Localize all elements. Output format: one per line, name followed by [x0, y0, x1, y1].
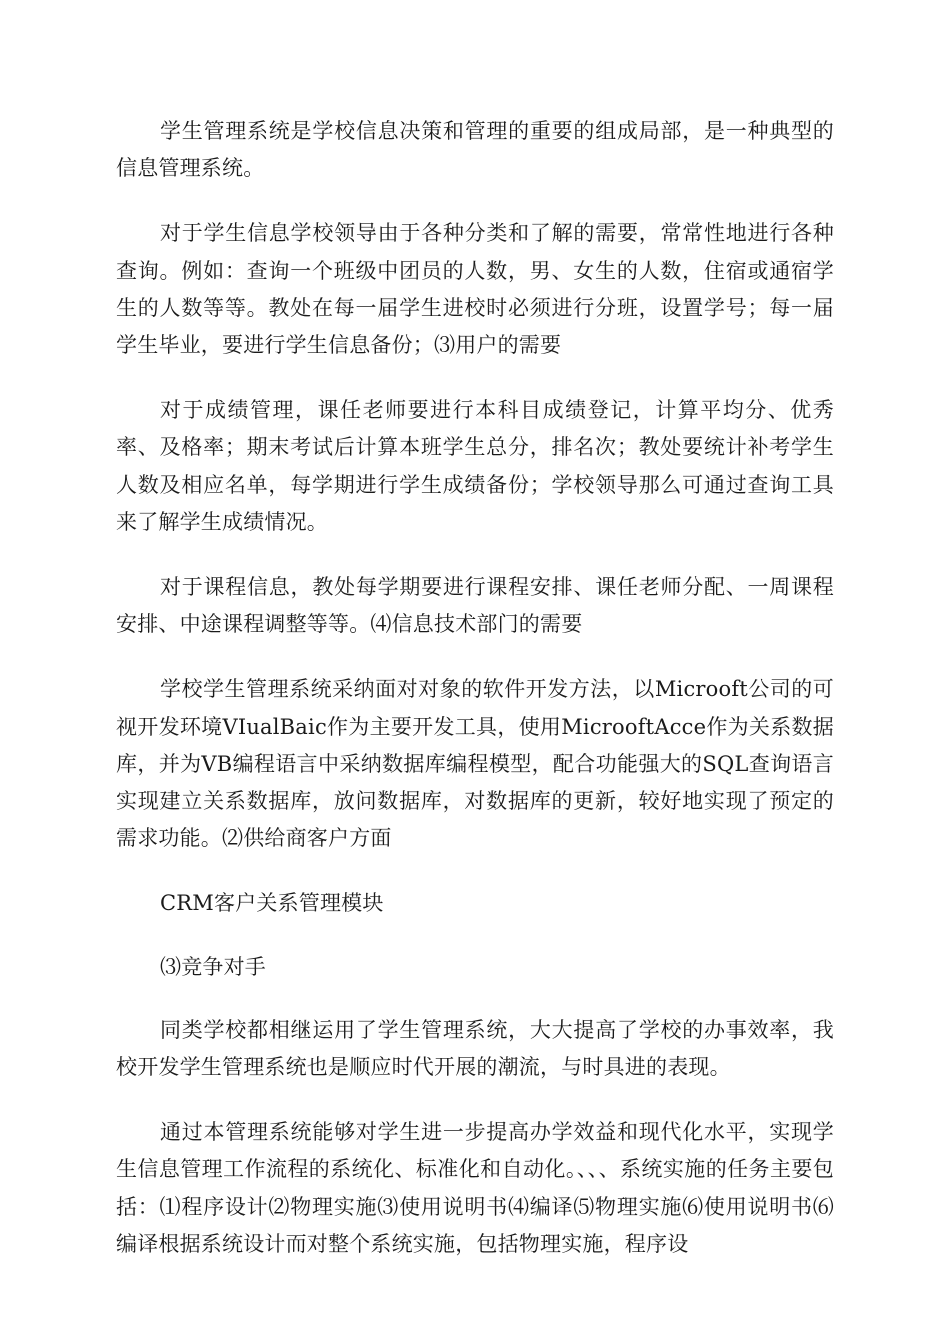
paragraph: ⑶竞争对手	[160, 954, 266, 979]
paragraph: 对于学生信息学校领导由于各种分类和了解的需要，常常性地进行各种查询。例如：查询一个班级中团员的人数，男、女生的人数，住宿或通宿学生的人数等等。教处在每一届学生进校时必须进行分班，设置学号；每一届学生毕业，要进行学生信息备份；⑶用户的需要	[116, 221, 834, 358]
paragraph: 通过本管理系统能够对学生进一步提高办学效益和现代化水平，实现学生信息管理工作流程的系统化、标准化和自动化。、、、系统实施的任务主要包括：⑴程序设计⑵物理实施⑶使用说明书⑷编译⑸物理实施⑹使用说明书⑹编译根据系统设计而对整个系统实施，包括物理实施，程序设	[116, 1120, 834, 1256]
paragraph: 学校学生管理系统采纳面对对象的软件开发方法，以Microoft公司的可视开发环境VIualBaic作为主要开发工具，使用MicrooftAcce作为关系数据库，并为VB编程语言中采纳数据库编程模型，配合功能强大的SQL查询语言实现建立关系数据库，放问数据库，对数据库的更新，较好地实现了预定的需求功能。⑵供给商客户方面	[116, 677, 834, 851]
paragraph: 同类学校都相继运用了学生管理系统，大大提高了学校的办事效率，我校开发学生管理系统也是顺应时代开展的潮流，与时具进的表现。	[116, 1017, 834, 1080]
document-body	[116, 113, 834, 1291]
paragraph: 对于课程信息，教处每学期要进行课程安排、课任老师分配、一周课程安排、中途课程调整等等。⑷信息技术部门的需要	[116, 575, 834, 637]
paragraph: 学生管理系统是学校信息决策和管理的重要的组成局部，是一种典型的信息管理系统。	[116, 119, 834, 181]
paragraph: CRM客户关系管理模块	[160, 891, 384, 916]
paragraph: 对于成绩管理，课任老师要进行本科目成绩登记，计算平均分、优秀率、及格率；期末考试后计算本班学生总分，排名次；教处要统计补考学生人数及相应名单，每学期进行学生成绩备份；学校领导那么可通过查询工具来了解学生成绩情况。	[116, 398, 834, 534]
